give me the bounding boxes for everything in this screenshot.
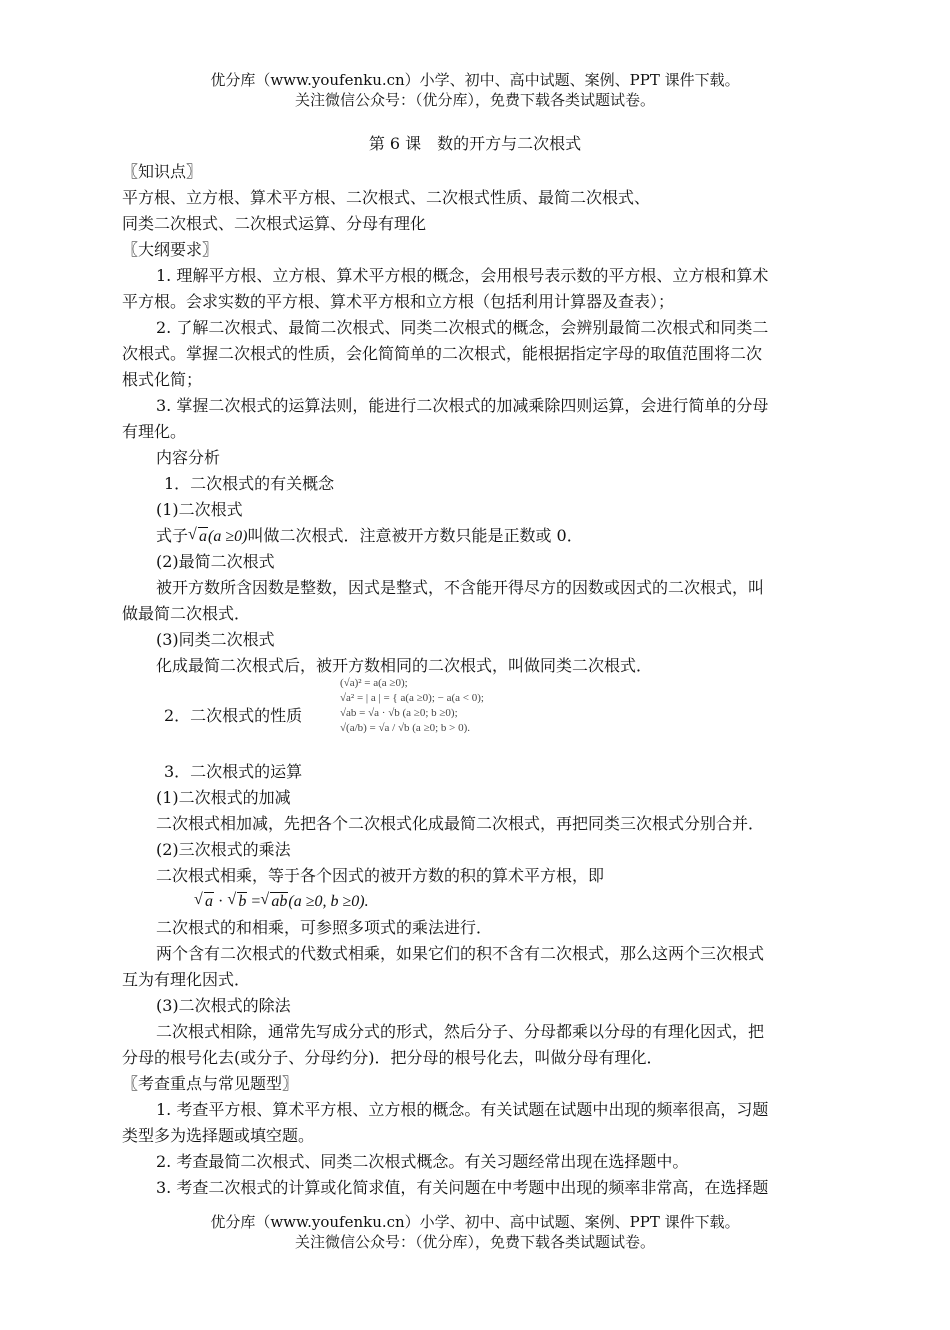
section-3-3-heading: (3)二次根式的除法: [156, 996, 291, 1015]
multiplication-rule: 二次根式相乘，等于各个因式的被开方数的积的算术平方根，即: [156, 866, 605, 885]
section-1-2-heading: (2)最简二次根式: [156, 552, 275, 571]
outline-p2-line-2: 次根式。掌握二次根式的性质，会化简简单的二次根式，能根据指定字母的取值范围将二次: [122, 344, 763, 363]
property-formula: (√a)² = a(a ≥0);: [340, 677, 408, 689]
exam-p1-line-1: 1. 考查平方根、算术平方根、立方根的概念。有关试题在试题中出现的频率很高，习题: [156, 1100, 769, 1119]
section-3-1-heading: (1)二次根式的加减: [156, 788, 291, 807]
outline-p3-line-1: 3. 掌握二次根式的运算法则，能进行二次根式的加减乘除四则运算，会进行简单的分母: [156, 396, 769, 415]
addition-rule: 二次根式相加减，先把各个二次根式化成最简二次根式，再把同类三次根式分别合并．: [156, 814, 765, 833]
exam-p2: 2. 考查最简二次根式、同类二次根式概念。有关习题经常出现在选择题中。: [156, 1152, 689, 1171]
outline-p2-line-1: 2. 了解二次根式、最简二次根式、同类二次根式的概念，会辨别最简二次根式和同类二: [156, 318, 769, 337]
header-line-2: 关注微信公众号：（优分库），免费下载各类试题试卷。: [294, 91, 655, 109]
property-formula: √(a/b) = √a / √b (a ≥0; b > 0).: [340, 722, 471, 734]
property-formula: √ab = √a · √b (a ≥0; b ≥0);: [340, 707, 458, 719]
radicand-a: a: [205, 893, 213, 910]
radical-definition-prefix: 式子: [156, 526, 189, 545]
rationalizing-factor-line-1: 两个含有二次根式的代数式相乘，如果它们的积不含有二次根式，那么这两个三次根式: [156, 944, 765, 963]
multiplication-formula: [194, 892, 369, 912]
radicand-b: b: [238, 893, 247, 910]
outline-p2-line-3: 根式化简；: [122, 370, 203, 389]
sqrt-radicand: a: [199, 528, 208, 545]
radical-definition: [156, 526, 583, 547]
sqrt-expression: [188, 527, 208, 547]
footer-line-2: 关注微信公众号：（优分库），免费下载各类试题试卷。: [294, 1233, 655, 1251]
radical-properties-formulas: [340, 676, 570, 758]
section-1-heading: 1．二次根式的有关概念: [164, 474, 335, 493]
section-3-heading: 3．二次根式的运算: [164, 762, 303, 781]
property-formula: √a² = | a | = { a(a ≥0); − a(a < 0);: [340, 692, 484, 704]
page-title: 第 6 课 数的开方与二次根式: [368, 134, 582, 153]
polynomial-multiplication-note: 二次根式的和相乘，可参照多项式的乘法进行．: [156, 918, 493, 937]
sqrt-b: [227, 892, 247, 912]
rationalizing-factor-line-2: 互为有理化因式．: [122, 970, 251, 989]
radical-definition-suffix: 叫做二次根式．注意被开方数只能是正数或 0．: [247, 526, 583, 545]
outline-p1-line-1: 1. 理解平方根、立方根、算术平方根的概念，会用根号表示数的平方根、立方根和算术: [156, 266, 769, 285]
outline-p1-line-2: 平方根。会求实数的平方根、算术平方根和立方根（包括利用计算器及查表）；: [122, 292, 675, 311]
knowledge-line-1: 平方根、立方根、算术平方根、二次根式、二次根式性质、最简二次根式、: [122, 188, 651, 207]
section-2-heading: 2．二次根式的性质: [164, 706, 303, 725]
multiplication-condition: (a ≥0, b ≥0).: [288, 893, 369, 910]
content-heading: 内容分析: [156, 448, 221, 467]
knowledge-heading: 〖知识点〗: [122, 162, 203, 181]
section-1-3-heading: (3)同类二次根式: [156, 630, 275, 649]
exam-p3: 3. 考查二次根式的计算或化简求值，有关问题在中考题中出现的频率非常高，在选择题: [156, 1178, 769, 1197]
knowledge-line-2: 同类二次根式、二次根式运算、分母有理化: [122, 214, 427, 233]
sqrt-ab: [260, 892, 288, 912]
footer-line-1: 优分库（www.youfenku.cn）小学、初中、高中试题、案例、PPT 课件下载。: [210, 1213, 740, 1231]
simplest-radical-line-1: 被开方数所含因数是整数，因式是整式，不含能开得尽方的因数或因式的二次根式，叫: [156, 578, 765, 597]
section-3-2-heading: (2)三次根式的乘法: [156, 840, 291, 859]
outline-p3-line-2: 有理化。: [122, 422, 187, 441]
outline-heading: 〖大纲要求〗: [122, 240, 219, 259]
division-rule-line-2: 分母的根号化去(或分子、分母约分)．把分母的根号化去，叫做分母有理化．: [122, 1048, 663, 1067]
exam-p1-line-2: 类型多为选择题或填空题。: [122, 1126, 315, 1145]
similar-radical-definition: 化成最简二次根式后，被开方数相同的二次根式，叫做同类二次根式．: [156, 656, 653, 675]
radicand-ab: ab: [271, 893, 288, 910]
simplest-radical-line-2: 做最简二次根式．: [122, 604, 251, 623]
header-line-1: 优分库（www.youfenku.cn）小学、初中、高中试题、案例、PPT 课件下载。: [210, 71, 740, 89]
dot-operator: ·: [218, 893, 224, 910]
exam-heading: 〖考查重点与常见题型〗: [122, 1074, 299, 1093]
division-rule-line-1: 二次根式相除，通常先写成分式的形式，然后分子、分母都乘以分母的有理化因式，把: [156, 1022, 765, 1041]
radical-condition: (a ≥0): [208, 528, 248, 545]
equals-sign: =: [251, 893, 261, 910]
sqrt-a: [194, 892, 214, 912]
section-1-1-heading: (1)二次根式: [156, 500, 243, 519]
